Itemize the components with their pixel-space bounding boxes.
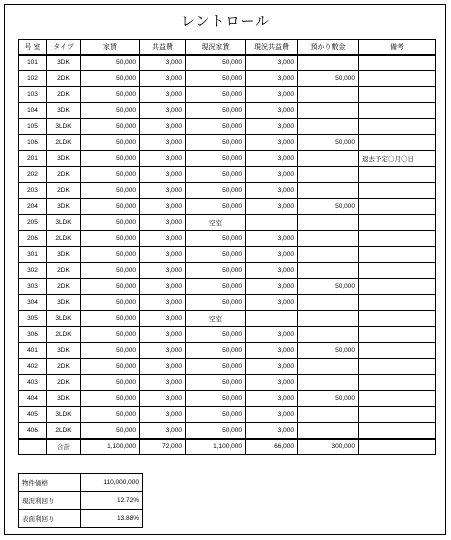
current-rent-cell: 50,000 bbox=[186, 327, 246, 343]
type-cell: 2LDK bbox=[47, 327, 81, 343]
current-rent-cell: 50,000 bbox=[186, 199, 246, 215]
current-rent-cell: 50,000 bbox=[186, 231, 246, 247]
fee-cell: 3,000 bbox=[140, 71, 186, 87]
table-row bbox=[19, 407, 436, 423]
room-cell: 302 bbox=[19, 263, 47, 279]
deposit-cell bbox=[298, 215, 359, 231]
current-rent-cell: 50,000 bbox=[186, 263, 246, 279]
summary-value: 12.72% bbox=[81, 492, 143, 510]
rent-cell: 50,000 bbox=[81, 375, 140, 391]
deposit-cell bbox=[298, 423, 359, 439]
fee-cell: 3,000 bbox=[140, 343, 186, 359]
note-cell bbox=[359, 199, 436, 215]
type-cell: 2LDK bbox=[47, 231, 81, 247]
summary-label: 表面利回り bbox=[19, 510, 81, 528]
current-fee-cell: 3,000 bbox=[246, 199, 298, 215]
current-fee-cell: 3,000 bbox=[246, 103, 298, 119]
deposit-cell: 50,000 bbox=[298, 135, 359, 151]
summary-value: 13.88% bbox=[81, 510, 143, 528]
fee-cell: 3,000 bbox=[140, 247, 186, 263]
note-cell bbox=[359, 311, 436, 327]
current-fee-cell: 3,000 bbox=[246, 295, 298, 311]
fee-cell: 3,000 bbox=[140, 423, 186, 439]
note-cell bbox=[359, 87, 436, 103]
type-cell: 3DK bbox=[47, 199, 81, 215]
room-cell: 305 bbox=[19, 311, 47, 327]
note-cell bbox=[359, 295, 436, 311]
current-fee-cell: 3,000 bbox=[246, 71, 298, 87]
fee-cell: 3,000 bbox=[140, 327, 186, 343]
room-cell: 105 bbox=[19, 119, 47, 135]
room-cell: 204 bbox=[19, 199, 47, 215]
header-note: 備考 bbox=[359, 40, 436, 55]
deposit-cell bbox=[298, 183, 359, 199]
room-cell: 304 bbox=[19, 295, 47, 311]
current-fee-cell: 3,000 bbox=[246, 55, 298, 71]
rent-cell: 50,000 bbox=[81, 55, 140, 71]
current-rent-cell: 50,000 bbox=[186, 391, 246, 407]
note-cell bbox=[359, 135, 436, 151]
current-rent-cell: 50,000 bbox=[186, 423, 246, 439]
current-fee-cell: 3,000 bbox=[246, 343, 298, 359]
current-rent-cell: 空室 bbox=[186, 311, 246, 327]
current-fee-cell: 3,000 bbox=[246, 327, 298, 343]
fee-cell: 3,000 bbox=[140, 359, 186, 375]
total-rent: 1,100,000 bbox=[81, 439, 140, 455]
note-cell bbox=[359, 423, 436, 439]
type-cell: 2DK bbox=[47, 167, 81, 183]
type-cell: 2LDK bbox=[47, 423, 81, 439]
summary-value: 110,000,000 bbox=[81, 474, 143, 492]
rent-cell: 50,000 bbox=[81, 247, 140, 263]
table-row bbox=[19, 247, 436, 263]
current-rent-cell: 50,000 bbox=[186, 375, 246, 391]
table-row bbox=[19, 311, 436, 327]
room-cell: 202 bbox=[19, 167, 47, 183]
fee-cell: 3,000 bbox=[140, 407, 186, 423]
table-row bbox=[19, 199, 436, 215]
summary-row-price bbox=[19, 474, 143, 492]
rent-cell: 50,000 bbox=[81, 151, 140, 167]
summary-row-current-yield bbox=[19, 492, 143, 510]
type-cell: 3LDK bbox=[47, 407, 81, 423]
table-row bbox=[19, 327, 436, 343]
rent-roll-table bbox=[18, 39, 436, 455]
table-row bbox=[19, 183, 436, 199]
room-cell: 303 bbox=[19, 279, 47, 295]
current-rent-cell: 50,000 bbox=[186, 183, 246, 199]
table-row bbox=[19, 87, 436, 103]
type-cell: 3LDK bbox=[47, 215, 81, 231]
table-row bbox=[19, 103, 436, 119]
current-fee-cell: 3,000 bbox=[246, 151, 298, 167]
rent-cell: 50,000 bbox=[81, 423, 140, 439]
current-fee-cell: 3,000 bbox=[246, 119, 298, 135]
current-fee-cell: 3,000 bbox=[246, 87, 298, 103]
header-current-fee: 現況共益費 bbox=[246, 40, 298, 55]
deposit-cell bbox=[298, 311, 359, 327]
room-cell: 101 bbox=[19, 55, 47, 71]
current-fee-cell: 3,000 bbox=[246, 247, 298, 263]
type-cell: 2DK bbox=[47, 279, 81, 295]
type-cell: 2DK bbox=[47, 87, 81, 103]
header-current-rent: 現況家賃 bbox=[186, 40, 246, 55]
room-cell: 206 bbox=[19, 231, 47, 247]
deposit-cell bbox=[298, 151, 359, 167]
room-cell: 201 bbox=[19, 151, 47, 167]
rent-cell: 50,000 bbox=[81, 71, 140, 87]
current-rent-cell: 50,000 bbox=[186, 167, 246, 183]
total-row bbox=[19, 439, 436, 455]
type-cell: 3DK bbox=[47, 103, 81, 119]
deposit-cell: 50,000 bbox=[298, 343, 359, 359]
type-cell: 3DK bbox=[47, 343, 81, 359]
deposit-cell bbox=[298, 87, 359, 103]
rent-cell: 50,000 bbox=[81, 295, 140, 311]
header-row bbox=[19, 40, 436, 55]
room-cell: 203 bbox=[19, 183, 47, 199]
fee-cell: 3,000 bbox=[140, 135, 186, 151]
note-cell bbox=[359, 343, 436, 359]
room-cell: 301 bbox=[19, 247, 47, 263]
note-cell bbox=[359, 359, 436, 375]
rent-cell: 50,000 bbox=[81, 279, 140, 295]
room-cell: 306 bbox=[19, 327, 47, 343]
fee-cell: 3,000 bbox=[140, 311, 186, 327]
rent-cell: 50,000 bbox=[81, 183, 140, 199]
table-row bbox=[19, 279, 436, 295]
current-rent-cell: 50,000 bbox=[186, 55, 246, 71]
header-deposit: 預かり敷金 bbox=[298, 40, 359, 55]
deposit-cell bbox=[298, 231, 359, 247]
current-rent-cell: 50,000 bbox=[186, 135, 246, 151]
current-fee-cell: 3,000 bbox=[246, 391, 298, 407]
rent-cell: 50,000 bbox=[81, 263, 140, 279]
rent-cell: 50,000 bbox=[81, 103, 140, 119]
type-cell: 3DK bbox=[47, 391, 81, 407]
header-room: 号 室 bbox=[19, 40, 47, 55]
deposit-cell bbox=[298, 327, 359, 343]
current-fee-cell: 3,000 bbox=[246, 279, 298, 295]
rent-cell: 50,000 bbox=[81, 215, 140, 231]
summary-label: 物件価格 bbox=[19, 474, 81, 492]
deposit-cell: 50,000 bbox=[298, 199, 359, 215]
fee-cell: 3,000 bbox=[140, 391, 186, 407]
table-row bbox=[19, 151, 436, 167]
current-fee-cell: 3,000 bbox=[246, 407, 298, 423]
fee-cell: 3,000 bbox=[140, 215, 186, 231]
room-cell: 103 bbox=[19, 87, 47, 103]
rent-cell: 50,000 bbox=[81, 311, 140, 327]
total-current-fee: 66,000 bbox=[246, 439, 298, 455]
fee-cell: 3,000 bbox=[140, 183, 186, 199]
note-cell bbox=[359, 407, 436, 423]
rent-cell: 50,000 bbox=[81, 407, 140, 423]
table-row bbox=[19, 263, 436, 279]
note-cell bbox=[359, 103, 436, 119]
current-fee-cell: 3,000 bbox=[246, 167, 298, 183]
total-spacer bbox=[19, 439, 47, 455]
fee-cell: 3,000 bbox=[140, 103, 186, 119]
deposit-cell bbox=[298, 263, 359, 279]
rent-cell: 50,000 bbox=[81, 391, 140, 407]
fee-cell: 3,000 bbox=[140, 263, 186, 279]
note-cell bbox=[359, 279, 436, 295]
current-rent-cell: 50,000 bbox=[186, 71, 246, 87]
fee-cell: 3,000 bbox=[140, 279, 186, 295]
type-cell: 2DK bbox=[47, 263, 81, 279]
type-cell: 2DK bbox=[47, 359, 81, 375]
deposit-cell: 50,000 bbox=[298, 71, 359, 87]
note-cell: 退去予定〇月〇日 bbox=[359, 151, 436, 167]
table-row bbox=[19, 343, 436, 359]
rent-cell: 50,000 bbox=[81, 327, 140, 343]
room-cell: 406 bbox=[19, 423, 47, 439]
type-cell: 3DK bbox=[47, 247, 81, 263]
total-label: 合計 bbox=[47, 439, 81, 455]
type-cell: 2LDK bbox=[47, 135, 81, 151]
type-cell: 3DK bbox=[47, 55, 81, 71]
current-fee-cell bbox=[246, 311, 298, 327]
rent-cell: 50,000 bbox=[81, 231, 140, 247]
header-type: タイプ bbox=[47, 40, 81, 55]
current-fee-cell: 3,000 bbox=[246, 423, 298, 439]
rent-cell: 50,000 bbox=[81, 87, 140, 103]
deposit-cell bbox=[298, 375, 359, 391]
rent-cell: 50,000 bbox=[81, 167, 140, 183]
deposit-cell bbox=[298, 407, 359, 423]
deposit-cell bbox=[298, 167, 359, 183]
current-rent-cell: 50,000 bbox=[186, 343, 246, 359]
table-row bbox=[19, 71, 436, 87]
deposit-cell: 50,000 bbox=[298, 391, 359, 407]
current-rent-cell: 50,000 bbox=[186, 247, 246, 263]
current-rent-cell: 50,000 bbox=[186, 119, 246, 135]
fee-cell: 3,000 bbox=[140, 199, 186, 215]
current-fee-cell bbox=[246, 215, 298, 231]
type-cell: 3LDK bbox=[47, 311, 81, 327]
note-cell bbox=[359, 215, 436, 231]
room-cell: 401 bbox=[19, 343, 47, 359]
current-fee-cell: 3,000 bbox=[246, 375, 298, 391]
deposit-cell bbox=[298, 103, 359, 119]
current-fee-cell: 3,000 bbox=[246, 359, 298, 375]
note-cell bbox=[359, 55, 436, 71]
rent-table-body bbox=[19, 55, 436, 455]
table-row bbox=[19, 375, 436, 391]
table-row bbox=[19, 135, 436, 151]
current-rent-cell: 50,000 bbox=[186, 151, 246, 167]
deposit-cell bbox=[298, 55, 359, 71]
current-fee-cell: 3,000 bbox=[246, 231, 298, 247]
rent-cell: 50,000 bbox=[81, 119, 140, 135]
type-cell: 2DK bbox=[47, 71, 81, 87]
summary-label: 現況利回り bbox=[19, 492, 81, 510]
note-cell bbox=[359, 231, 436, 247]
current-fee-cell: 3,000 bbox=[246, 263, 298, 279]
table-row bbox=[19, 391, 436, 407]
rent-cell: 50,000 bbox=[81, 343, 140, 359]
fee-cell: 3,000 bbox=[140, 87, 186, 103]
total-deposit: 300,000 bbox=[298, 439, 359, 455]
current-fee-cell: 3,000 bbox=[246, 135, 298, 151]
total-note bbox=[359, 439, 436, 455]
deposit-cell bbox=[298, 295, 359, 311]
note-cell bbox=[359, 391, 436, 407]
note-cell bbox=[359, 247, 436, 263]
note-cell bbox=[359, 71, 436, 87]
type-cell: 3DK bbox=[47, 151, 81, 167]
current-rent-cell: 50,000 bbox=[186, 103, 246, 119]
fee-cell: 3,000 bbox=[140, 295, 186, 311]
deposit-cell bbox=[298, 119, 359, 135]
room-cell: 104 bbox=[19, 103, 47, 119]
current-rent-cell: 50,000 bbox=[186, 407, 246, 423]
rent-cell: 50,000 bbox=[81, 359, 140, 375]
type-cell: 3LDK bbox=[47, 119, 81, 135]
deposit-cell bbox=[298, 247, 359, 263]
room-cell: 402 bbox=[19, 359, 47, 375]
fee-cell: 3,000 bbox=[140, 119, 186, 135]
type-cell: 2DK bbox=[47, 375, 81, 391]
type-cell: 2DK bbox=[47, 183, 81, 199]
rent-cell: 50,000 bbox=[81, 199, 140, 215]
current-rent-cell: 50,000 bbox=[186, 295, 246, 311]
table-row bbox=[19, 215, 436, 231]
deposit-cell bbox=[298, 359, 359, 375]
note-cell bbox=[359, 119, 436, 135]
page-title: レントロール bbox=[180, 14, 271, 30]
room-cell: 403 bbox=[19, 375, 47, 391]
fee-cell: 3,000 bbox=[140, 167, 186, 183]
current-rent-cell: 空室 bbox=[186, 215, 246, 231]
table-row bbox=[19, 119, 436, 135]
summary-table bbox=[18, 473, 143, 528]
fee-cell: 3,000 bbox=[140, 375, 186, 391]
table-row bbox=[19, 295, 436, 311]
table-row bbox=[19, 423, 436, 439]
note-cell bbox=[359, 327, 436, 343]
note-cell bbox=[359, 375, 436, 391]
current-rent-cell: 50,000 bbox=[186, 279, 246, 295]
summary-row-gross-yield bbox=[19, 510, 143, 528]
rent-cell: 50,000 bbox=[81, 135, 140, 151]
current-fee-cell: 3,000 bbox=[246, 183, 298, 199]
current-rent-cell: 50,000 bbox=[186, 87, 246, 103]
total-current-rent: 1,100,000 bbox=[186, 439, 246, 455]
table-row bbox=[19, 231, 436, 247]
note-cell bbox=[359, 167, 436, 183]
room-cell: 106 bbox=[19, 135, 47, 151]
type-cell: 3DK bbox=[47, 295, 81, 311]
deposit-cell: 50,000 bbox=[298, 279, 359, 295]
current-rent-cell: 50,000 bbox=[186, 359, 246, 375]
fee-cell: 3,000 bbox=[140, 231, 186, 247]
room-cell: 405 bbox=[19, 407, 47, 423]
room-cell: 404 bbox=[19, 391, 47, 407]
table-row bbox=[19, 167, 436, 183]
note-cell bbox=[359, 263, 436, 279]
header-fee: 共益費 bbox=[140, 40, 186, 55]
total-fee: 72,000 bbox=[140, 439, 186, 455]
fee-cell: 3,000 bbox=[140, 151, 186, 167]
room-cell: 205 bbox=[19, 215, 47, 231]
table-row bbox=[19, 55, 436, 71]
note-cell bbox=[359, 183, 436, 199]
fee-cell: 3,000 bbox=[140, 55, 186, 71]
room-cell: 102 bbox=[19, 71, 47, 87]
header-rent: 家賃 bbox=[81, 40, 140, 55]
table-row bbox=[19, 359, 436, 375]
